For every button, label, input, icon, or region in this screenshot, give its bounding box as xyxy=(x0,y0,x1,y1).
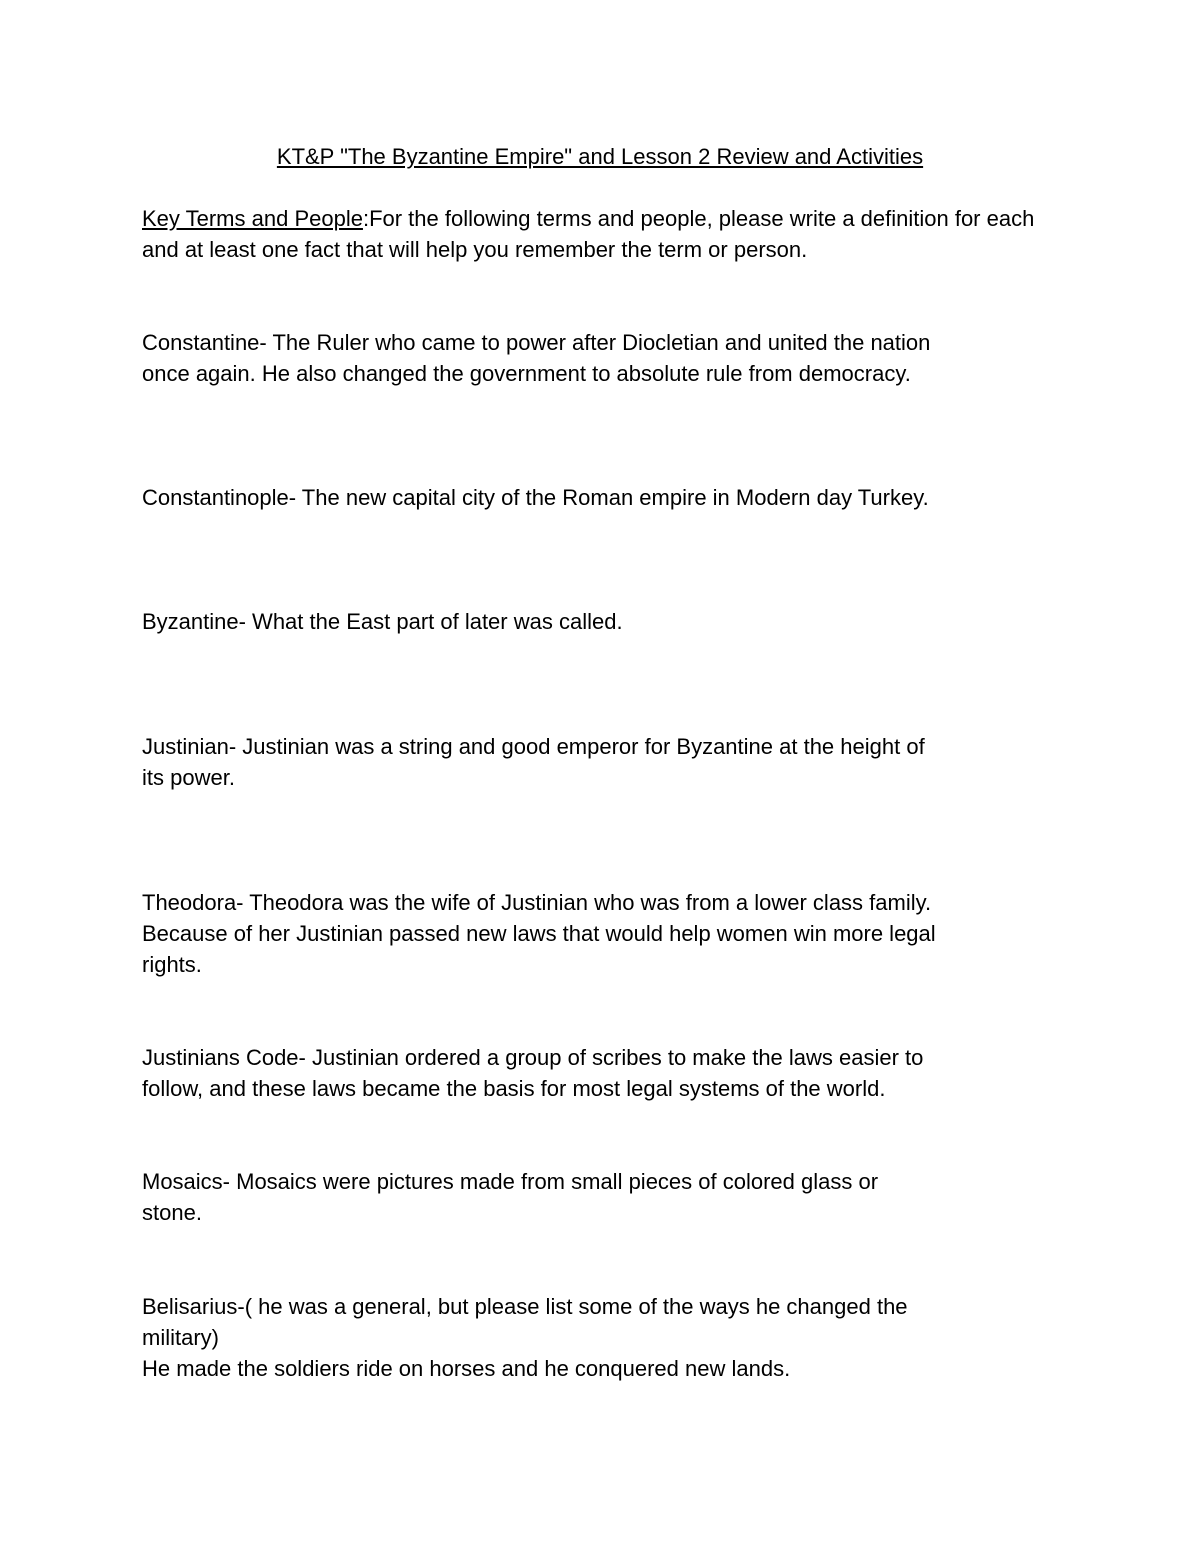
entry-theodora xyxy=(142,887,1062,980)
entry-line: follow, and these laws became the basis for most legal systems of the world. xyxy=(142,1076,886,1101)
page-title: KT&P "The Byzantine Empire" and Lesson 2 Review and Activities xyxy=(276,144,924,169)
entry-line: Byzantine- What the East part of later was called. xyxy=(142,609,623,634)
entry-line: Mosaics- Mosaics were pictures made from small pieces of colored glass or xyxy=(142,1169,879,1194)
entry-line: Belisarius-( he was a general, but please list some of the ways he changed the xyxy=(142,1294,908,1319)
entry-line: military) xyxy=(142,1325,219,1350)
entry-justinians-code xyxy=(142,1042,1062,1104)
entry-line: stone. xyxy=(142,1200,202,1225)
entry-belisarius xyxy=(142,1291,1062,1384)
entry-line: Constantine- The Ruler who came to power after Diocletian and united the nation xyxy=(142,330,931,355)
entry-justinian xyxy=(142,731,1062,793)
intro-paragraph xyxy=(142,203,1062,265)
entry-constantinople xyxy=(142,482,1062,513)
entry-line: Justinians Code- Justinian ordered a group of scribes to make the laws easier to xyxy=(142,1045,924,1070)
entry-mosaics xyxy=(142,1166,1062,1228)
entry-line: rights. xyxy=(142,952,202,977)
entry-line: Because of her Justinian passed new laws that would help women win more legal xyxy=(142,921,936,946)
entry-line: Theodora- Theodora was the wife of Justinian who was from a lower class family. xyxy=(142,890,932,915)
entry-line: Justinian- Justinian was a string and good emperor for Byzantine at the height of xyxy=(142,734,925,759)
intro-label: Key Terms and People xyxy=(142,206,363,231)
entry-byzantine xyxy=(142,606,1062,637)
entry-line: Constantinople- The new capital city of the Roman empire in Modern day Turkey. xyxy=(142,485,929,510)
entry-constantine xyxy=(142,327,1062,389)
intro-text: :For the following terms and people, please write a definition for each and at least one fact that will help you remember the term or person. xyxy=(142,206,1035,262)
entry-line: its power. xyxy=(142,765,235,790)
entry-line: He made the soldiers ride on horses and he conquered new lands. xyxy=(142,1356,791,1381)
entry-line: once again. He also changed the government to absolute rule from democracy. xyxy=(142,361,911,386)
